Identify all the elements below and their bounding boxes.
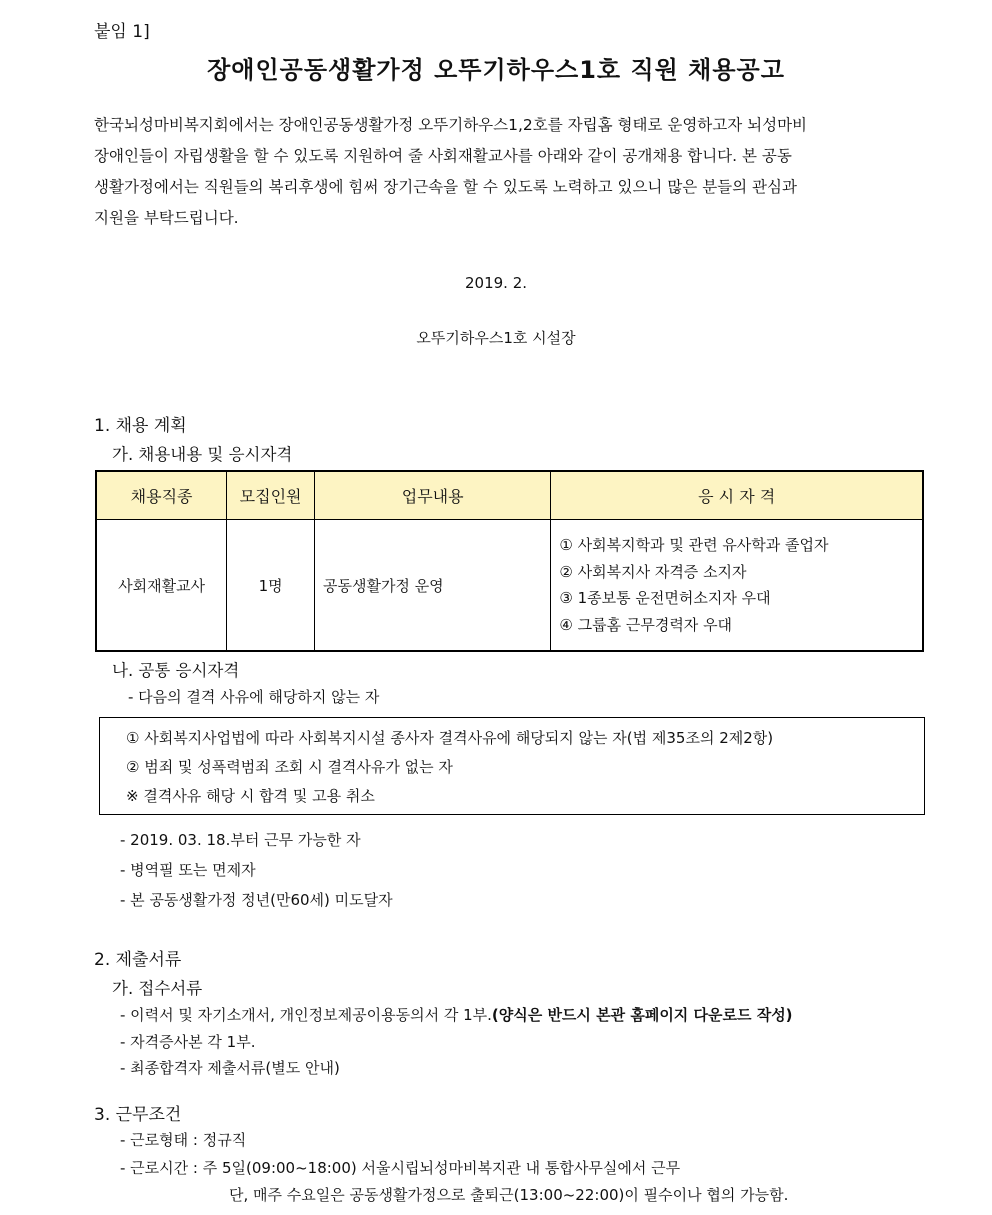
intro-paragraph	[94, 110, 906, 234]
document-title: 장애인공동생활가정 오뚜기하우스1호 직원 채용공고	[207, 56, 785, 84]
section1-sub-b: 나. 공통 응시자격	[112, 661, 240, 680]
box-line: ② 범죄 및 성폭력범죄 조회 시 결격사유가 없는 자	[126, 758, 453, 776]
doc-item-text: - 이력서 및 자기소개서, 개인정보제공이용동의서 각 1부.	[120, 1006, 492, 1024]
doc-item-emphasis: (양식은 반드시 본관 홈페이지 다운로드 작성)	[491, 1006, 793, 1024]
sub-b-note: - 다음의 결격 사유에 해당하지 않는 자	[128, 688, 380, 706]
col-header-count: 모집인원	[227, 471, 315, 520]
disqualification-box	[99, 717, 925, 815]
col-header-job: 채용직종	[96, 471, 227, 520]
section3-title: 3. 근무조건	[94, 1105, 182, 1125]
table-header-row	[96, 471, 923, 520]
section2-title: 2. 제출서류	[94, 950, 182, 970]
intro-line: 장애인들이 자립생활을 할 수 있도록 지원하여 줄 사회재활교사를 아래와 같이 공개채용 합니다. 본 공동	[94, 147, 792, 165]
cell-duty: 공동생활가정 운영	[314, 520, 550, 652]
intro-line: 생활가정에서는 직원들의 복리후생에 힘써 장기근속을 할 수 있도록 노력하고 있으니 많은 분들의 관심과	[94, 178, 797, 196]
list-item: - 근로형태 : 정규직	[120, 1131, 247, 1149]
attachment-label: 붙임 1]	[94, 22, 150, 42]
list-item: - 본 공동생활가정 정년(만60세) 미도달자	[120, 891, 393, 909]
qualification-item: ④ 그룹홈 근무경력자 우대	[559, 615, 733, 634]
list-item: - 근로시간 : 주 5일(09:00~18:00) 서울시립뇌성마비복지관 내 통합사무실에서 근무	[120, 1159, 681, 1177]
list-item: - 최종합격자 제출서류(별도 안내)	[120, 1059, 340, 1077]
list-item: - 병역필 또는 면제자	[120, 861, 256, 879]
intro-line: 한국뇌성마비복지회에서는 장애인공동생활가정 오뚜기하우스1,2호를 자립홈 형태로 운영하고자 뇌성마비	[94, 116, 808, 134]
box-line: ※ 결격사유 해당 시 합격 및 고용 취소	[126, 787, 375, 805]
list-item: - 자격증사본 각 1부.	[120, 1033, 256, 1051]
cell-qualifications	[551, 520, 923, 652]
qualification-item: ③ 1종보통 운전면허소지자 우대	[559, 589, 771, 607]
list-item	[120, 1004, 793, 1025]
notice-date: 2019. 2.	[464, 274, 528, 292]
table-row	[96, 520, 923, 652]
cell-job: 사회재활교사	[96, 520, 227, 652]
qualification-item: ① 사회복지학과 및 관련 유사학과 졸업자	[559, 536, 829, 554]
list-item: - 2019. 03. 18.부터 근무 가능한 자	[120, 831, 361, 849]
list-item-continuation: 단, 매주 수요일은 공동생활가정으로 출퇴근(13:00~22:00)이 필수이나 협의 가능함.	[229, 1186, 789, 1204]
col-header-duty: 업무내용	[314, 471, 550, 520]
box-line: ① 사회복지사업법에 따라 사회복지시설 종사자 결격사유에 해당되지 않는 자(법 제35조의 2제2항)	[126, 729, 774, 747]
recruitment-table	[95, 470, 924, 652]
section1-sub-a: 가. 채용내용 및 응시자격	[112, 445, 293, 464]
qualification-item: ② 사회복지사 자격증 소지자	[559, 562, 747, 581]
section1-title: 1. 채용 계획	[94, 416, 187, 436]
cell-count: 1명	[227, 520, 315, 652]
issuer: 오뚜기하우스1호 시설장	[416, 329, 576, 347]
col-header-qualification: 응 시 자 격	[551, 471, 923, 520]
section2-sub-a: 가. 접수서류	[112, 979, 203, 998]
intro-line: 지원을 부탁드립니다.	[94, 209, 239, 227]
